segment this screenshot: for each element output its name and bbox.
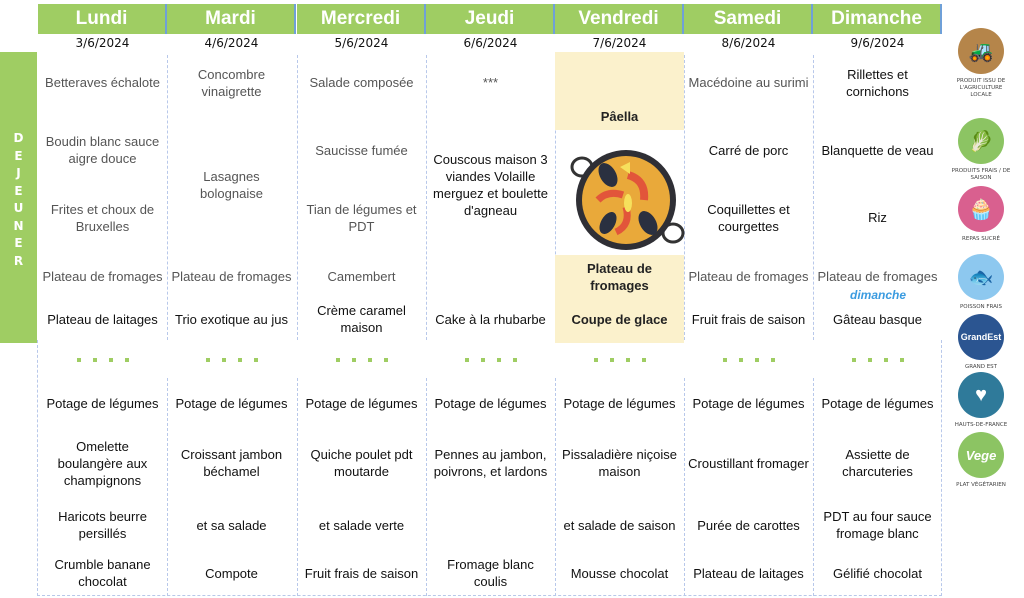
legend-label: POISSON FRAIS [959,304,1003,310]
legend-label: PLAT VÉGÉTARIEN [956,482,1006,488]
cupcake-icon: 🧁 [958,186,1004,232]
legend-label: GRAND EST [964,364,998,370]
lunch-dish: Plateau de fromages [171,269,292,284]
side-letter: E [14,236,23,250]
dinner-dish: et salade de saison [563,517,676,533]
dejeuner-label [0,52,37,343]
day-date: 9/6/2024 [850,36,905,50]
lunch-dish: Carré de porc [708,142,789,158]
dinner-dish: Potage de légumes [821,395,934,411]
side-letter: J [16,166,21,180]
dinner-dish: Haricots beurre persillés [58,509,147,541]
lunch-dish: Gâteau basque [833,311,922,327]
side-letter: E [14,183,23,198]
lunch-dish: Betteraves échalote [45,75,160,90]
side-letter: D [13,131,24,145]
separator-dots [38,358,167,362]
day-date: 4/6/2024 [204,36,259,50]
separator-dots [167,358,296,362]
legend-label: HAUTS-DE-FRANCE [954,422,1008,428]
dinner-dish: Potage de légumes [563,395,676,411]
lunch-dish: Plateau de fromages [586,260,653,293]
lunch-dish: Blanquette de veau [821,142,934,158]
lunch-dish: Macédoine au surimi [688,75,809,90]
day-header-jeudi: Jeudi [426,4,555,34]
dinner-dish: Croissant jambon béchamel [180,447,283,479]
day-header-lundi: Lundi [38,4,167,34]
lunch-dish: Coquillettes et courgettes [707,201,790,234]
dinner-dish: Omelette boulangère aux champignons [57,438,148,488]
dinner-dish: Purée de carottes [697,517,800,533]
dimanche-watermark: dimanche [850,288,907,302]
dinner-dish: Quiche poulet pdt moutarde [310,447,413,479]
lunch-dish: Riz [868,210,887,225]
tractor-icon: 🚜 [958,28,1004,74]
lunch-dish: Rillettes et cornichons [846,66,909,99]
legend-grand-est-logo [950,314,1012,371]
side-letter: N [13,218,24,233]
dinner-dish: Mousse chocolat [570,565,669,581]
day-date: 3/6/2024 [75,36,130,50]
day-date: 7/6/2024 [592,36,647,50]
legend-vege-icon [950,432,1012,489]
vege-icon: Vege [958,432,1004,478]
lunch-dish: Fruit frais de saison [691,311,806,327]
day-date: 6/6/2024 [463,36,518,50]
lunch-dish: Cake à la rhubarbe [435,311,546,327]
lunch-dish: Pâella [600,108,639,124]
dinner-dish: Crumble banane chocolat [54,557,151,589]
day-header-mercredi: Mercredi [297,4,426,34]
dinner-dish: Croustillant fromager [688,455,809,471]
lunch-dish: Saucisse fumée [315,142,408,158]
lunch-dish: *** [482,75,499,90]
lunch-dish: Plateau de laitages [47,311,158,327]
dinner-dish: et sa salade [196,517,267,533]
dinner-dish: Compote [205,565,258,581]
hauts-de-france-logo: ♥ [958,372,1004,418]
lunch-dish: Boudin blanc sauce aigre douce [45,134,160,166]
dinner-dish: Assiette de charcuteries [842,447,913,479]
lunch-dish: Lasagnes bolognaise [200,169,263,201]
dinner-dish: Potage de légumes [434,395,547,411]
dinner-dish [426,500,555,550]
lunch-dish: Plateau de fromages [817,269,938,284]
legend-label: PRODUITS FRAIS / DE SAISON [951,168,1011,181]
day-header-mardi: Mardi [167,4,296,34]
lunch-dish: Crème caramel maison [317,303,406,335]
day-header-dimanche: Dimanche [813,4,942,34]
day-header-vendredi: Vendredi [555,4,684,34]
legend-fresh-produce-icon [950,118,1012,182]
side-letter: E [14,148,23,163]
lunch-dish: Couscous maison 3 viandes Volaille merguez et boulette d'agneau [433,152,548,218]
separator-dots [426,358,555,362]
dinner-dish: Potage de légumes [692,395,805,411]
legend-tractor-icon [950,28,1012,99]
legend-label: PRODUIT ISSU DE L'AGRICULTURE LOCALE [956,78,1006,98]
dinner-dish: Plateau de laitages [693,565,804,581]
fish-icon: 🐟 [958,254,1004,300]
paella-image [568,145,686,260]
lunch-dish: Tian de légumes et PDT [306,201,417,234]
lunch-dish: Plateau de fromages [688,269,809,284]
dinner-dish: Potage de légumes [46,395,159,411]
dinner-dish: et salade verte [318,517,405,533]
dinner-dish: PDT au four sauce fromage blanc [823,509,932,541]
grand-est-logo: GrandEst [958,314,1004,360]
separator-dots [813,358,942,362]
dinner-dish: Fruit frais de saison [304,565,419,581]
dinner-dish: Pennes au jambon, poivrons, et lardons [433,447,548,479]
dinner-dish: Potage de légumes [305,395,418,411]
lunch-dish: Plateau de fromages [42,269,163,284]
separator-dots [297,358,426,362]
legend-label: REPAS SUCRÉ [962,236,1000,242]
dinner-dish: Fromage blanc coulis [447,557,534,589]
day-date: 8/6/2024 [721,36,776,50]
lunch-dish: Camembert [327,269,396,284]
dinner-dish: Pissaladière niçoise maison [562,447,677,479]
lunch-dish: Concombre vinaigrette [197,66,266,99]
fresh-produce-icon: 🥬 [958,118,1004,164]
dinner-dish: Potage de légumes [175,395,288,411]
legend-hauts-de-france-logo [950,372,1012,429]
lunch-dish: Salade composée [309,75,414,90]
legend-cupcake-icon [950,186,1012,243]
lunch-dish: Coupe de glace [571,311,668,327]
separator-dots [555,358,684,362]
lunch-dish: Trio exotique au jus [175,311,288,327]
side-letter: U [13,201,24,215]
separator-dots [684,358,813,362]
day-date: 5/6/2024 [334,36,389,50]
lunch-dish: Frites et choux de Bruxelles [50,201,155,234]
dinner-dish: Gélifié chocolat [833,565,922,581]
side-letter: R [13,253,24,268]
day-header-samedi: Samedi [684,4,813,34]
legend-fish-icon [950,254,1012,311]
